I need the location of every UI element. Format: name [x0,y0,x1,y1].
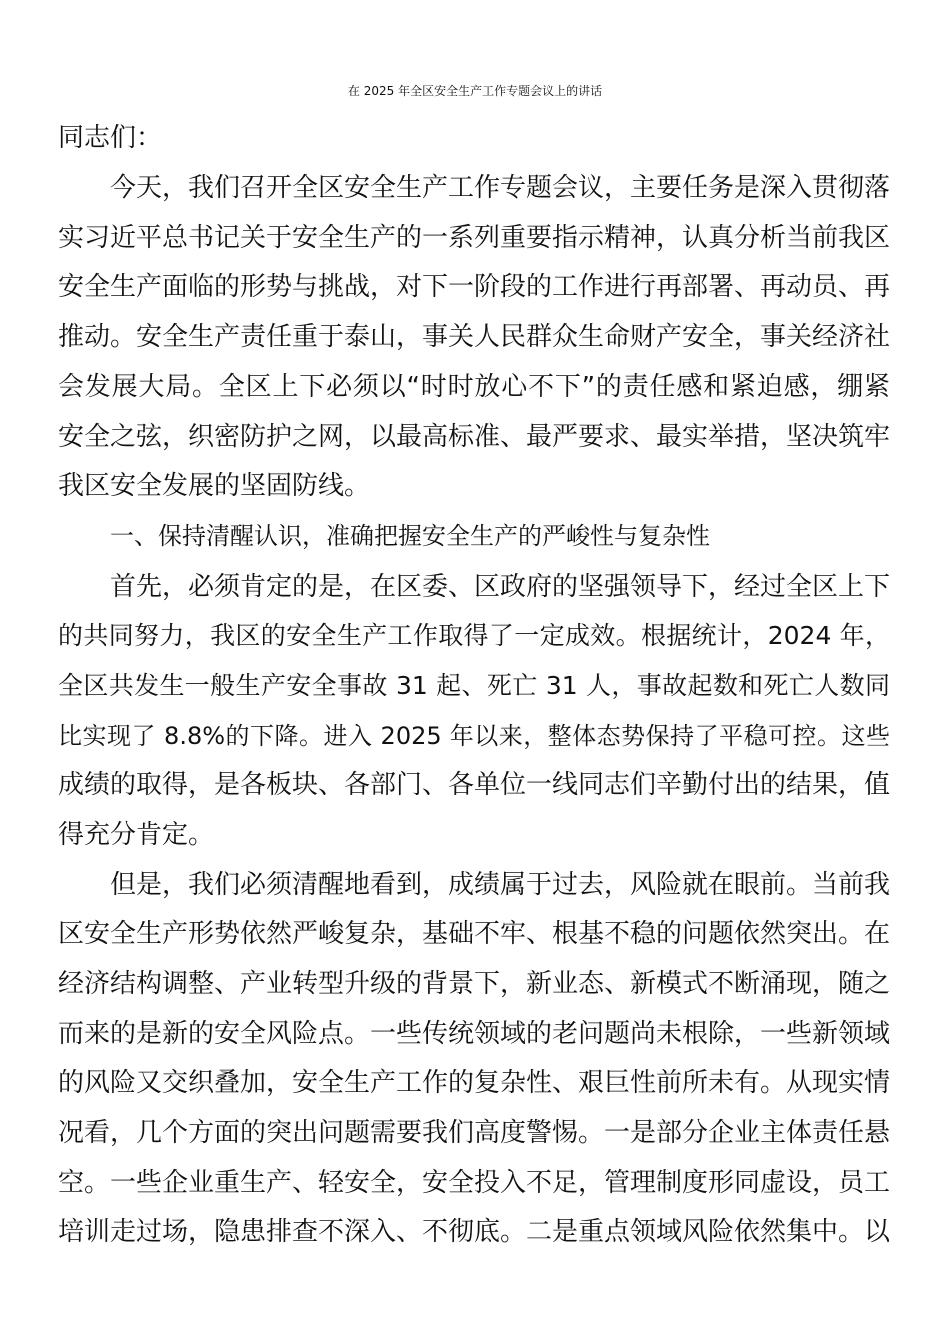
paragraph-3-line: 经济结构调整、产业转型升级的背景下，新业态、新模式不断涌现，随之 [58,969,890,999]
paragraph-2-line: 全区共发生一般生产安全事故 31 起、死亡 31 人，事故起数和死亡人数同 [58,671,890,700]
paragraph-1-line: 安全之弦，织密防护之网，以最高标准、最严要求、最实举措，坚决筑牢 [58,422,890,452]
paragraph-3-line: 区安全生产形势依然严峻复杂，基础不牢、根基不稳的问题依然突出。在 [58,919,890,949]
paragraph-2-line: 的共同努力，我区的安全生产工作取得了一定成效。根据统计，2024 年， [58,621,890,650]
paragraph-3-line: 培训走过场，隐患排查不深入、不彻底。二是重点领域风险依然集中。以 [58,1217,890,1247]
paragraph-3-line: 的风险又交织叠加，安全生产工作的复杂性、艰巨性前所未有。从现实情 [58,1068,890,1098]
paragraph-2-line: 成绩的取得，是各板块、各部门、各单位一线同志们辛勤付出的结果，值 [58,770,890,800]
paragraph-2-line: 比实现了 8.8%的下降。进入 2025 年以来，整体态势保持了平稳可控。这些 [58,722,890,750]
document-title: 在 2025 年全区安全生产工作专题会议上的讲话 [347,84,603,98]
paragraph-1-line: 我区安全发展的坚固防线。 [58,471,371,501]
paragraph-3-line: 而来的是新的安全风险点。一些传统领域的老问题尚未根除，一些新领域 [58,1019,890,1049]
salutation: 同志们： [58,123,163,153]
paragraph-3-line: 空。一些企业重生产、轻安全，安全投入不足，管理制度形同虚设，员工 [58,1168,890,1198]
paragraph-3-line: 况看，几个方面的突出问题需要我们高度警惕。一是部分企业主体责任悬 [58,1118,890,1148]
paragraph-1-line: 实习近平总书记关于安全生产的一系列重要指示精神，认真分析当前我区 [58,223,890,253]
paragraph-1-line: 推动。安全生产责任重于泰山，事关人民群众生命财产安全，事关经济社 [58,322,890,352]
section-1-heading: 一、保持清醒认识，准确把握安全生产的严峻性与复杂性 [110,522,710,550]
paragraph-3-line: 但是，我们必须清醒地看到，成绩属于过去，风险就在眼前。当前我 [110,870,890,900]
paragraph-2-line: 首先，必须肯定的是，在区委、区政府的坚强领导下，经过全区上下 [110,572,890,602]
paragraph-1-line: 安全生产面临的形势与挑战，对下一阶段的工作进行再部署、再动员、再 [58,272,890,302]
paragraph-1-line: 会发展大局。全区上下必须以“时时放心不下”的责任感和紧迫感，绷紧 [58,372,890,402]
paragraph-1-line: 今天，我们召开全区安全生产工作专题会议，主要任务是深入贯彻落 [110,173,890,203]
paragraph-2-line: 得充分肯定。 [58,820,215,850]
